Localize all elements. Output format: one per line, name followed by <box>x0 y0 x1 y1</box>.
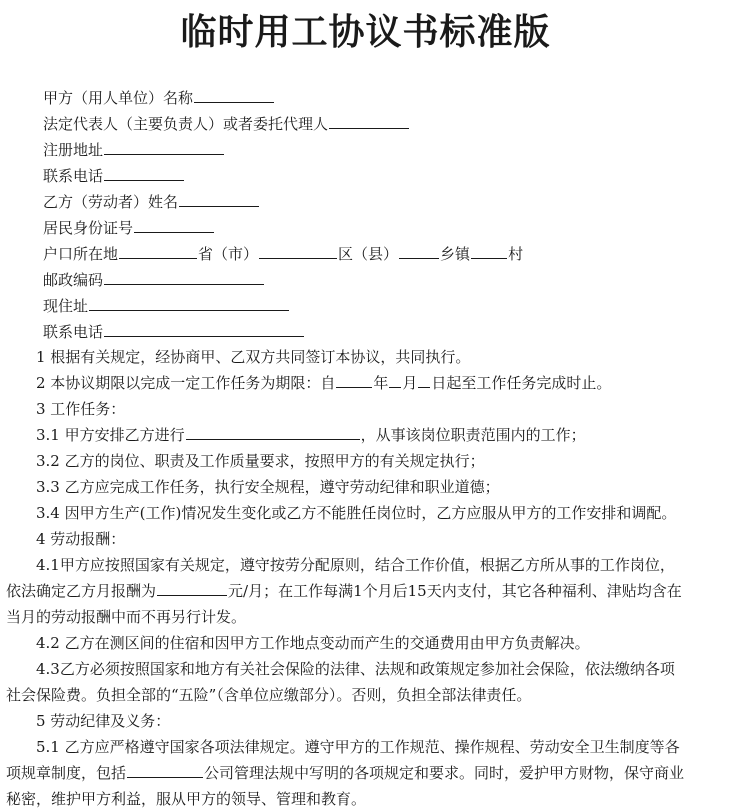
field-household-registration <box>43 242 523 265</box>
field-label: 乙方（劳动者）姓名 <box>43 193 179 211</box>
field-postal-code <box>43 268 265 291</box>
blank-line <box>179 190 259 207</box>
blank-line <box>194 86 274 103</box>
field-current-address <box>43 294 290 317</box>
clause-5-1-line2 <box>6 760 726 786</box>
clause-1: 1 根据有关规定，经协商甲、乙双方共同签订本协议，共同执行。 <box>36 348 471 366</box>
clause-text: 3.1 甲方安排乙方进行 <box>36 426 185 444</box>
clause-3: 3 工作任务： <box>36 400 126 418</box>
field-label: 邮政编码 <box>43 271 104 289</box>
blank-line <box>104 320 304 337</box>
field-label: 法定代表人（主要负责人）或者委托代理人 <box>43 115 329 133</box>
blank-line <box>119 242 197 259</box>
clause-3-1 <box>6 422 726 448</box>
blank-line <box>89 294 289 311</box>
field-label: 居民身份证号 <box>43 219 134 237</box>
field-village-label: 村 <box>508 245 524 263</box>
clause-3-2: 3.2 乙方的岗位、职责及工作质量要求，按照甲方的有关规定执行； <box>36 452 485 470</box>
clause-4-3-line2: 社会保险费。负担全部的“五险”（含单位应缴部分）。否则，负担全部法律责任。 <box>6 686 532 704</box>
clause-text: 月 <box>402 374 418 392</box>
clause-4-2: 4.2 乙方在测区间的住宿和因甲方工作地点变动而产生的交通费用由甲方负责解决。 <box>36 634 590 652</box>
field-label: 注册地址 <box>43 141 104 159</box>
field-employer-name <box>43 86 275 109</box>
blank-line <box>418 371 430 388</box>
field-employer-phone <box>43 164 185 187</box>
blank-line <box>104 164 184 181</box>
blank-line <box>157 579 227 596</box>
field-label: 联系电话 <box>43 167 104 185</box>
clause-4-1-line2 <box>6 578 726 604</box>
clause-text: 项规章制度，包括 <box>6 764 127 782</box>
blank-line <box>127 761 203 778</box>
clause-text: 2 本协议期限以完成一定工作任务为期限：自 <box>36 374 336 392</box>
field-label: 甲方（用人单位）名称 <box>43 89 194 107</box>
field-district-label: 区（县） <box>338 245 399 263</box>
clause-text: 元/月；在工作每满1个月后15天内支付，其它各种福利、津贴均含在 <box>228 582 682 600</box>
field-label: 户口所在地 <box>43 245 119 263</box>
clause-5-1-line1: 5.1 乙方应严格遵守国家各项法律规定。遵守甲方的工作规范、操作规程、劳动安全卫生制度等各 <box>36 738 680 756</box>
field-legal-representative <box>43 112 410 135</box>
blank-line <box>104 268 264 285</box>
blank-line <box>329 112 409 129</box>
clause-4-1-line3: 当月的劳动报酬中而不再另行计发。 <box>6 608 247 626</box>
blank-line <box>471 242 507 259</box>
document-title: 临时用工协议书标准版 <box>180 11 551 53</box>
clause-4-3-line1: 4.3乙方必须按照国家和地方有关社会保险的法律、法规和政策规定参加社会保险，依法缴纳各项 <box>36 660 675 678</box>
clauses-body <box>6 344 726 812</box>
field-label: 现住址 <box>43 297 89 315</box>
blank-line <box>389 371 401 388</box>
blank-line <box>134 216 214 233</box>
clause-text: 日起至工作任务完成时止。 <box>431 374 612 392</box>
clause-3-3: 3.3 乙方应完成工作任务，执行安全规程，遵守劳动纪律和职业道德； <box>36 478 500 496</box>
clause-3-4: 3.4 因甲方生产(工作)情况发生变化或乙方不能胜任岗位时，乙方应服从甲方的工作安排和调配。 <box>36 504 677 522</box>
clause-text: 公司管理法规中写明的各项规定和要求。同时，爱护甲方财物，保守商业 <box>204 764 685 782</box>
clause-text: 依法确定乙方月报酬为 <box>6 582 157 600</box>
blank-line <box>104 138 224 155</box>
field-id-number <box>43 216 215 239</box>
clause-2 <box>6 370 726 396</box>
field-employee-name <box>43 190 260 213</box>
field-province-label: 省（市） <box>198 245 259 263</box>
clause-5-1-line3: 秘密，维护甲方利益，服从甲方的领导、管理和教育。 <box>6 790 367 808</box>
clause-4-1-line1: 4.1甲方应按照国家有关规定，遵守按劳分配原则，结合工作价值，根据乙方所从事的工作岗位， <box>36 556 675 574</box>
clause-4: 4 劳动报酬： <box>36 530 126 548</box>
blank-line <box>186 423 360 440</box>
blank-line <box>259 242 337 259</box>
blank-line <box>336 371 372 388</box>
clause-5: 5 劳动纪律及义务： <box>36 712 171 730</box>
clause-text: ，从事该岗位职责范围内的工作； <box>360 426 586 444</box>
blank-line <box>399 242 439 259</box>
field-label: 联系电话 <box>43 323 104 341</box>
field-employee-phone <box>43 320 305 343</box>
field-registered-address <box>43 138 225 161</box>
field-town-label: 乡镇 <box>440 245 471 263</box>
clause-text: 年 <box>373 374 389 392</box>
